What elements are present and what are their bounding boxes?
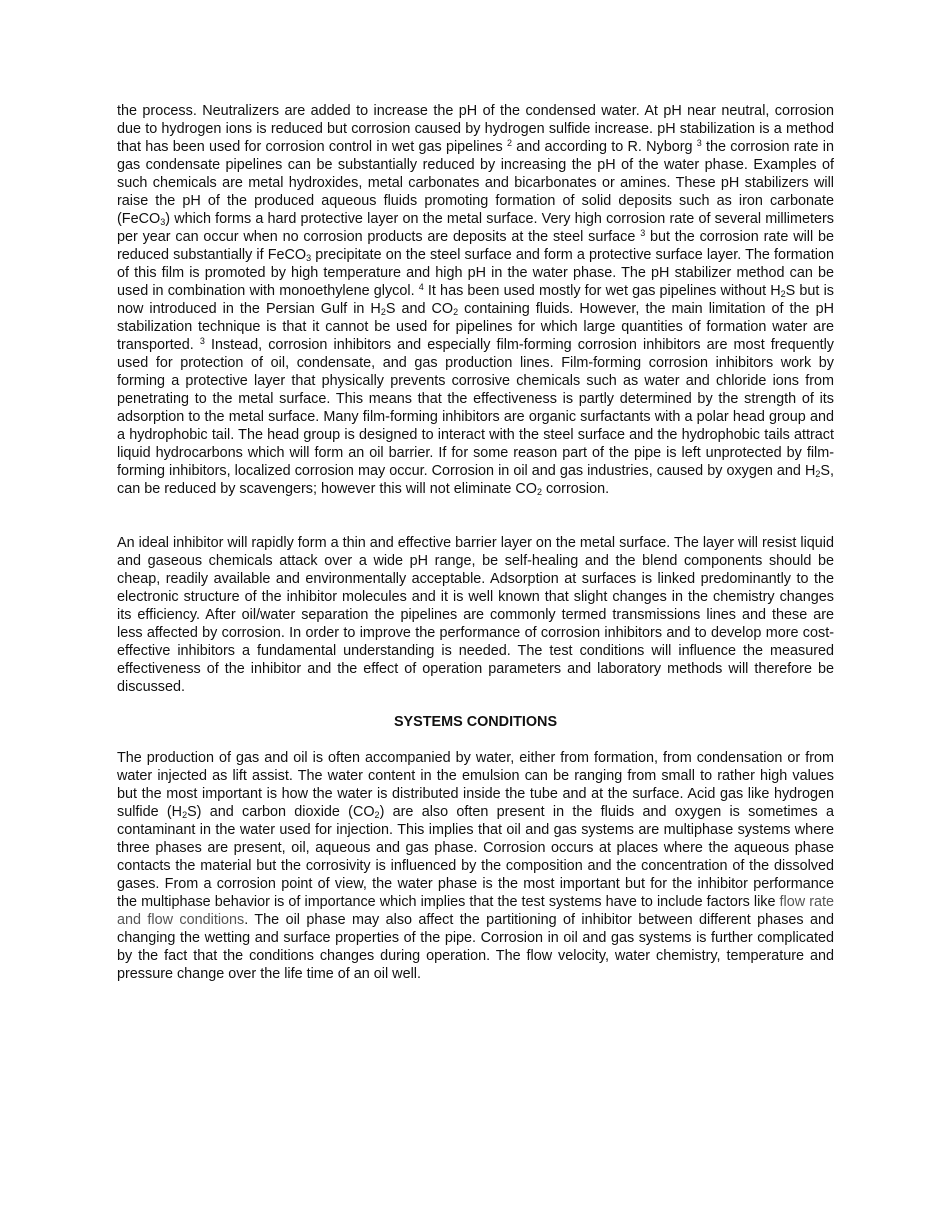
text-run: An ideal inhibitor will rapidly form a thin and effective barrier layer on the metal surface. The layer will resist liquid and gaseous chemicals attack over a wide pH range, be self-healing and the blend components should be cheap, readily available and environmentally acceptable. Adsorption at surfaces is linked predominantly to the electronic structure of the inhibitor molecules and it is well known that slight changes in the chemistry changes its efficiency. After oil/water separation the pipelines are commonly termed transmissions lines and these are less affected by corrosion. In order to improve the performance of corrosion inhibitors and to develop more cost-effective inhibitors a fundamental understanding is needed. The test conditions will influence the measured effectiveness of the inhibitor and the effect of operation parameters and laboratory methods will therefore be discussed. [117, 535, 834, 695]
subscript: 2 [536, 487, 542, 497]
text-run: ) are also often present in the fluids and oxygen is sometimes a contaminant in the water used for injection. This implies that oil and gas systems are multiphase systems where three phases are present, oil, aqueous and gas phase. Corrosion occurs at places where the aqueous phase contacts the material but the corrosivity is influenced by the composition and the concentration of the dissolved gases. From a corrosion point of view, the water phase is the most important but for the inhibitor performance the multiphase behavior is of importance which implies that the test systems have to include factors like [117, 804, 834, 910]
citation-ref: 3 [640, 228, 646, 238]
subscript: 2 [815, 469, 821, 479]
subscript: 3 [306, 253, 312, 263]
text-run: Instead, corrosion inhibitors and especially film-forming corrosion inhibitors are most frequently used for protection of oil, condensate, and gas production lines. Film-forming corrosion inhibitors work by forming a protective layer that physically prevents corrosive chemicals such as water and chloride ions from penetrating to the metal surface. This means that the effectiveness is partly determined by the strength of its adsorption to the metal surface. Many film-forming inhibitors are organic surfactants with a polar head group and a hydrophobic tail. The head group is designed to interact with the steel surface and the hydrophobic tails attract liquid hydrocarbons which will form an oil barrier. If for some reason part of the pipe is left unprotected by film-forming inhibitors, localized corrosion may occur. Corrosion in oil and gas industries, caused by oxygen and H [117, 337, 834, 479]
text-run: and according to R. Nyborg [512, 139, 697, 155]
subscript: 2 [780, 289, 786, 299]
section-heading: SYSTEMS CONDITIONS [393, 714, 558, 730]
text-run: the corrosion rate in gas condensate pipelines can be substantially reduced by increasing the pH of the water phase. Examples of such chemicals are metal hydroxides, metal carbonates and bicarbonates or amines. These pH stabilizers will raise the pH of the produced aqueous fluids promoting formation of solid deposits such as iron carbonate (FeCO [117, 139, 834, 227]
text-run: containing fluids. However, the main limitation of the pH stabilization technique is that it cannot be used for pipelines for which large quantities of formation water are transported. [117, 301, 834, 353]
text-run: precipitate on the steel surface and form a protective surface layer. The formation of this film is promoted by high temperature and high pH in the water phase. The pH stabilizer method can be used in combination with monoethylene glycol. [117, 247, 834, 299]
subscript: 2 [374, 810, 380, 820]
subscript: 2 [453, 307, 459, 317]
text-run: S, can be reduced by scavengers; however this will not eliminate CO [117, 463, 834, 497]
text-run: The production of gas and oil is often accompanied by water, either from formation, from condensation or from water injected as lift assist. The water content in the emulsion can be ranging from small to rather high values but the most important is how the water is distributed inside the tube and at the surface. Acid gas like hydrogen sulfide (H [117, 750, 834, 820]
subscript: 2 [380, 307, 386, 317]
document-page [117, 102, 834, 983]
citation-ref: 2 [507, 138, 513, 148]
text-run: S) and carbon dioxide (CO [187, 804, 375, 820]
body-paragraph-3 [117, 749, 834, 983]
text-run: S but is now introduced in the Persian Gulf in H [117, 283, 834, 317]
body-paragraph-1 [117, 102, 834, 498]
citation-ref: 4 [418, 282, 424, 292]
text-run: S and CO [385, 301, 454, 317]
text-run: corrosion. [541, 481, 610, 497]
text-run: ) which forms a hard protective layer on the metal surface. Very high corrosion rate of several millimeters per year can occur when no corrosion products are deposits at the steel surface [117, 211, 834, 245]
text-run: . The oil phase may also affect the partitioning of inhibitor between different phases and changing the wetting and surface properties of the pipe. Corrosion in oil and gas systems is further complicated by the fact that the conditions changes during operation. The flow velocity, water chemistry, temperature and pressure change over the life time of an oil well. [117, 912, 835, 982]
text-run: It has been used mostly for wet gas pipelines without H [423, 283, 781, 299]
grey-text: flow rate and flow conditions [117, 894, 834, 928]
text-run: the process. Neutralizers are added to increase the pH of the condensed water. At pH near neutral, corrosion due to hydrogen ions is reduced but corrosion caused by hydrogen sulfide increase. pH stabilization is a method that has been used for corrosion control in wet gas pipelines [117, 103, 834, 155]
citation-ref: 3 [199, 336, 205, 346]
text-run: but the corrosion rate will be reduced substantially if FeCO [117, 229, 834, 263]
subscript: 3 [160, 217, 166, 227]
subscript: 2 [182, 810, 188, 820]
citation-ref: 3 [696, 138, 702, 148]
body-paragraph-2 [117, 534, 834, 696]
